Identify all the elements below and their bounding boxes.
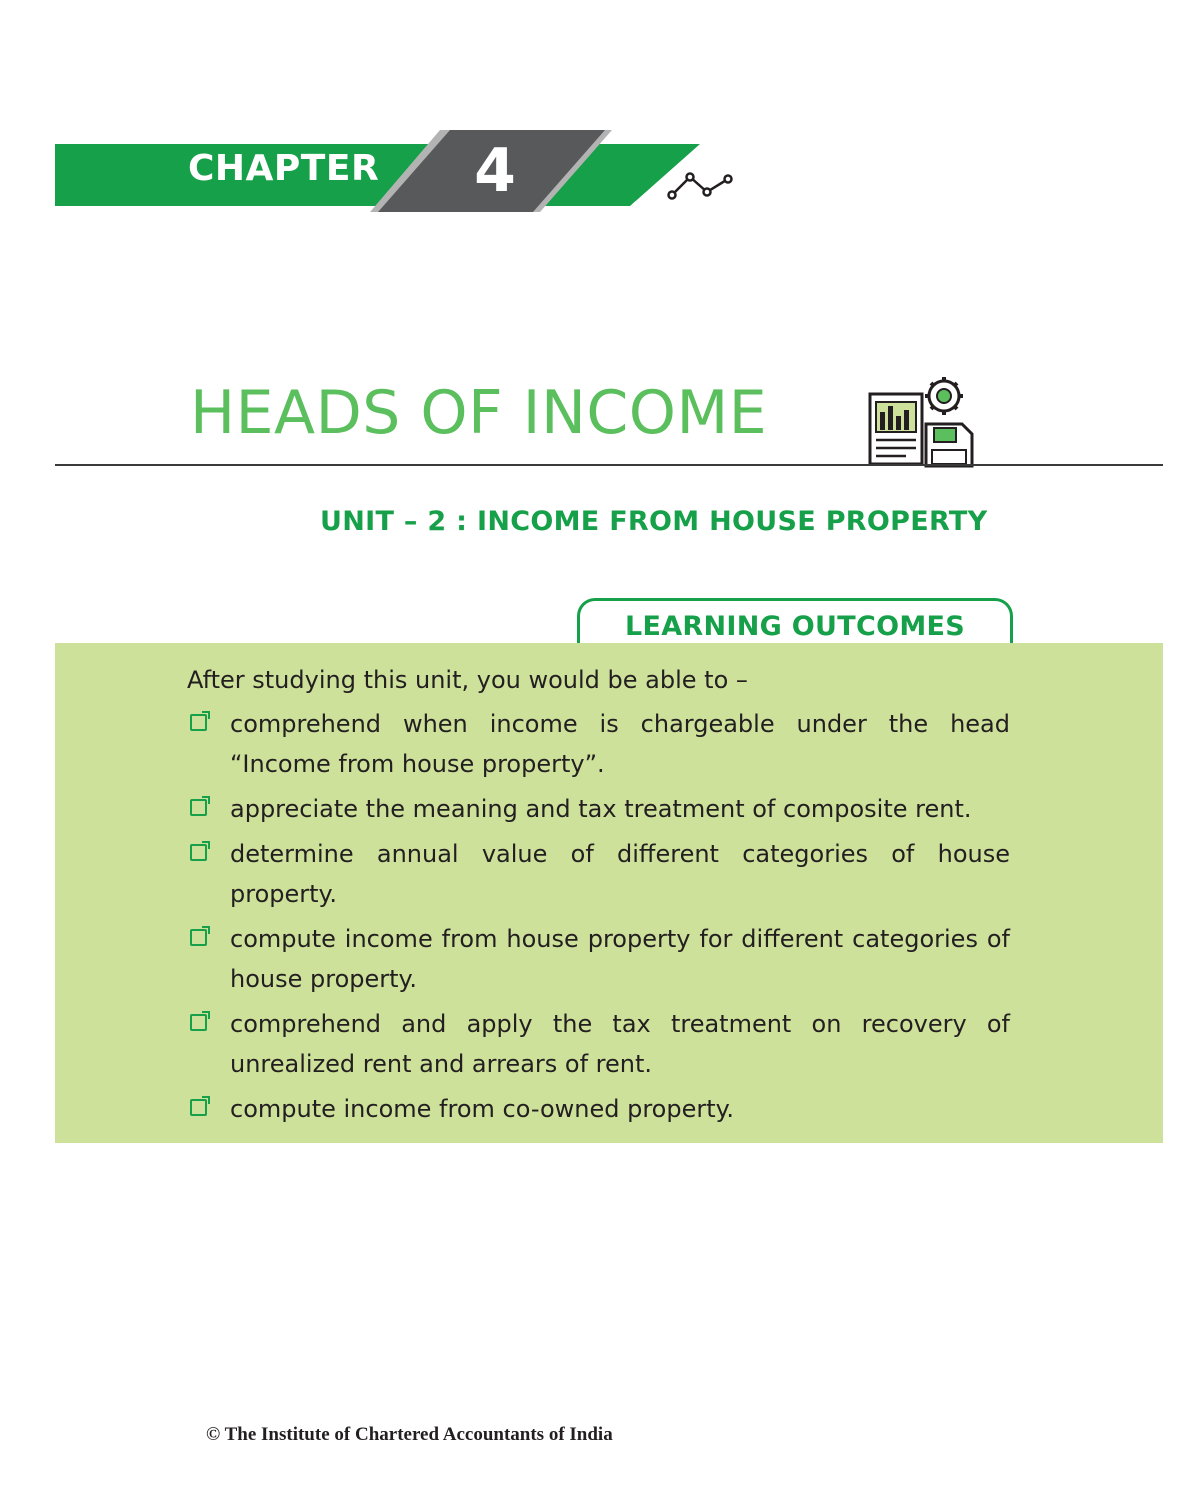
chapter-number: 4 bbox=[474, 136, 516, 206]
checkbox-icon bbox=[190, 1014, 207, 1031]
checkbox-icon bbox=[190, 844, 207, 861]
outcome-text: compute income from house property for different categories of house property. bbox=[230, 925, 1010, 993]
chart-line-icon bbox=[669, 174, 732, 199]
outcome-text: compute income from co-owned property. bbox=[230, 1095, 735, 1123]
list-item bbox=[187, 704, 1010, 784]
list-item bbox=[187, 1004, 1010, 1084]
gear-icon bbox=[925, 377, 963, 415]
outcome-text: comprehend when income is chargeable under the head “Income from house property”. bbox=[230, 710, 1010, 778]
checkbox-icon bbox=[190, 714, 207, 731]
unit-heading: UNIT – 2 : INCOME FROM HOUSE PROPERTY bbox=[320, 506, 988, 537]
report-gear-icon bbox=[866, 376, 976, 468]
page-title: HEADS OF INCOME bbox=[190, 378, 768, 448]
floppy-icon bbox=[926, 424, 972, 466]
learning-outcomes-tab bbox=[577, 598, 1013, 643]
outcome-text: determine annual value of different categories of house property. bbox=[230, 840, 1010, 908]
chapter-banner bbox=[0, 120, 760, 230]
list-item bbox=[187, 919, 1010, 999]
learning-outcomes-intro: After studying this unit, you would be able to – bbox=[187, 666, 748, 694]
list-item bbox=[187, 834, 1010, 914]
outcome-text: comprehend and apply the tax treatment on recovery of unrealized rent and arrears of rent. bbox=[230, 1010, 1010, 1078]
outcome-text: appreciate the meaning and tax treatment of composite rent. bbox=[230, 795, 972, 823]
title-divider bbox=[55, 464, 1163, 466]
chapter-label: CHAPTER bbox=[188, 148, 380, 189]
list-item bbox=[187, 789, 1010, 829]
checkbox-icon bbox=[190, 799, 207, 816]
learning-outcomes-heading: LEARNING OUTCOMES bbox=[624, 611, 966, 642]
checkbox-icon bbox=[190, 929, 207, 946]
list-item bbox=[187, 1089, 1010, 1129]
checkbox-icon bbox=[190, 1099, 207, 1116]
footer-copyright: © The Institute of Chartered Accountants of India bbox=[206, 1424, 613, 1445]
document-chart-icon bbox=[870, 394, 922, 464]
learning-outcomes-list bbox=[187, 704, 1010, 1134]
